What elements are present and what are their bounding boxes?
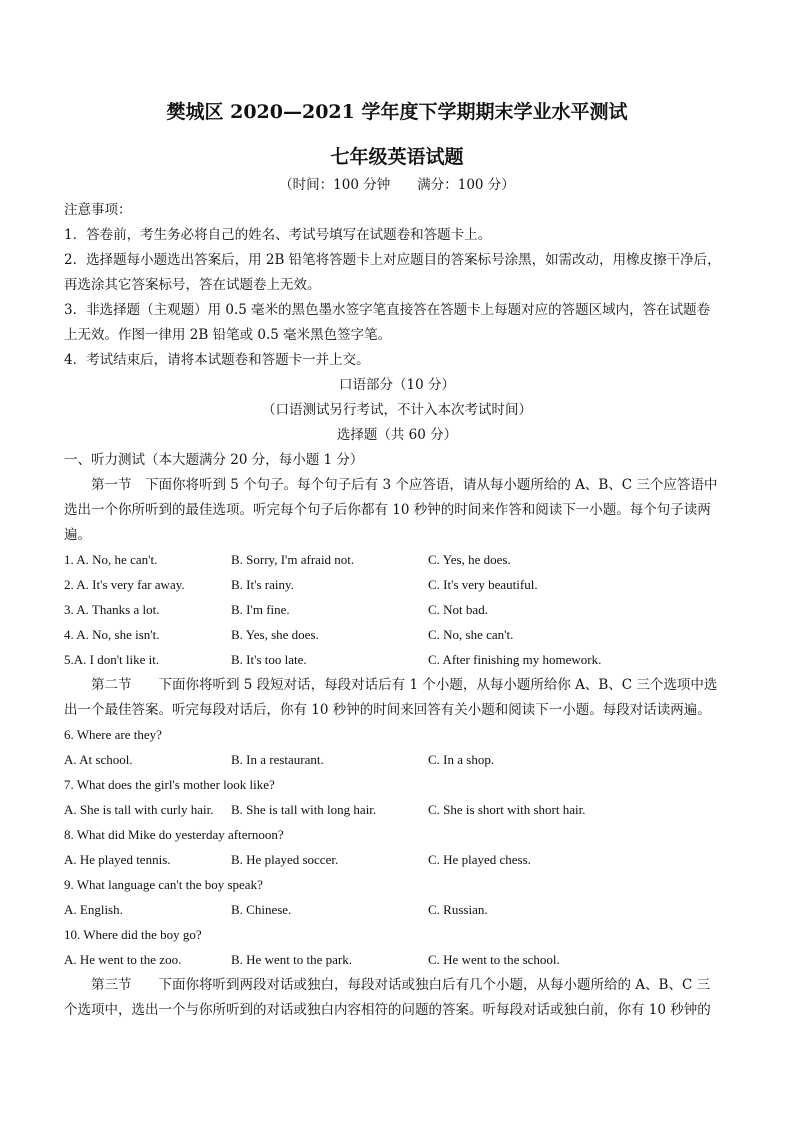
option-a: A. English. — [64, 902, 123, 917]
option-b: B. He played soccer. — [231, 852, 339, 867]
option-c: C. He went to the school. — [428, 952, 560, 967]
option-a: 5.A. I don't like it. — [64, 652, 160, 667]
option-a: A. She is tall with curly hair. — [64, 802, 214, 817]
note-line: 1．答卷前，考生务必将自己的姓名、考试号填写在试题卷和答题卡上。 — [64, 227, 492, 243]
question-stem: 9. What language can't the boy speak? — [64, 877, 263, 892]
option-a: A. At school. — [64, 752, 133, 767]
part3-intro: 第三节 下面你将听到两段对话或独白，每段对话或独白后有几个小题，从每小题所给的 A、B、C 三 — [64, 977, 711, 993]
option-b: B. In a restaurant. — [231, 752, 324, 767]
oral-section-note: （口语测试另行考试，不计入本次考试时间） — [262, 402, 532, 418]
question-stem: 7. What does the girl's mother look like? — [64, 777, 275, 792]
option-c: C. She is short with short hair. — [428, 802, 586, 817]
option-c: C. Yes, he does. — [428, 552, 511, 567]
option-b: B. He went to the park. — [231, 952, 352, 967]
option-c: C. Russian. — [428, 902, 488, 917]
option-c: C. After finishing my homework. — [428, 652, 602, 667]
note-line: 上无效。作图一律用 2B 铅笔或 0.5 毫米黑色签字笔。 — [64, 327, 392, 343]
question-stem: 6. Where are they? — [64, 727, 162, 742]
option-a: A. He went to the zoo. — [64, 952, 182, 967]
option-a: 4. A. No, she isn't. — [64, 627, 160, 642]
listening-heading: 一、听力测试（本大题满分 20 分，每小题 1 分） — [64, 452, 364, 468]
question-stem: 8. What did Mike do yesterday afternoon? — [64, 827, 284, 842]
exam-subtitle: 七年级英语试题 — [330, 146, 464, 168]
note-line: 3．非选择题（主观题）用 0.5 毫米的黑色墨水签字笔直接答在答题卡上每题对应的答题区域内，答在试题卷 — [64, 302, 711, 318]
option-c: C. In a shop. — [428, 752, 495, 767]
part1-intro: 遍。 — [64, 527, 91, 543]
part2-intro: 第二节 下面你将听到 5 段短对话，每段对话后有 1 个小题，从每小题所给你 A、B、C 三个选项中选 — [64, 677, 718, 693]
option-c: C. It's very beautiful. — [428, 577, 538, 592]
option-c: C. Not bad. — [428, 602, 488, 617]
note-line: 2．选择题每小题选出答案后，用 2B 铅笔将答题卡上对应题目的答案标号涂黑，如需改动，用橡皮擦干净后， — [64, 252, 721, 268]
note-line: 再选涂其它答案标号，答在试题卷上无效。 — [64, 277, 321, 293]
option-b: B. It's rainy. — [231, 577, 294, 592]
option-b: B. I'm fine. — [231, 602, 290, 617]
exam-meta: （时间：100 分钟 满分：100 分） — [279, 177, 515, 193]
choice-section-heading: 选择题（共 60 分） — [336, 427, 458, 443]
part1-intro: 第一节 下面你将听到 5 个句子。每个句子后有 3 个应答语，请从每小题所给的 A、B、C 三个应答语中 — [64, 477, 718, 493]
exam-title: 樊城区 2020—2021 学年度下学期期末学业水平测试 — [166, 101, 628, 123]
notes-heading: 注意事项： — [64, 202, 132, 218]
option-b: B. It's too late. — [231, 652, 307, 667]
option-a: 2. A. It's very far away. — [64, 577, 185, 592]
part1-intro: 选出一个你所听到的最佳选项。听完每个句子后你都有 10 秒钟的时间来作答和阅读下一小题。每个句子读两 — [64, 502, 711, 518]
part2-intro: 出一个最佳答案。听完每段对话后，你有 10 秒钟的时间来回答有关小题和阅读下一小题。每段对话读两遍。 — [64, 702, 711, 718]
option-c: C. He played chess. — [428, 852, 531, 867]
option-b: B. Sorry, I'm afraid not. — [231, 552, 355, 567]
option-a: 1. A. No, he can't. — [64, 552, 158, 567]
option-c: C. No, she can't. — [428, 627, 514, 642]
part3-intro: 个选项中，选出一个与你所听到的对话或独白内容相符的问题的答案。听每段对话或独白前，你有 10 秒钟的 — [64, 1002, 711, 1018]
oral-section-heading: 口语部分（10 分） — [339, 377, 455, 393]
option-b: B. Chinese. — [231, 902, 292, 917]
question-stem: 10. Where did the boy go? — [64, 927, 202, 942]
option-b: B. Yes, she does. — [231, 627, 319, 642]
note-line: 4．考试结束后，请将本试题卷和答题卡一并上交。 — [64, 352, 370, 368]
option-a: 3. A. Thanks a lot. — [64, 602, 160, 617]
option-b: B. She is tall with long hair. — [231, 802, 377, 817]
option-a: A. He played tennis. — [64, 852, 171, 867]
